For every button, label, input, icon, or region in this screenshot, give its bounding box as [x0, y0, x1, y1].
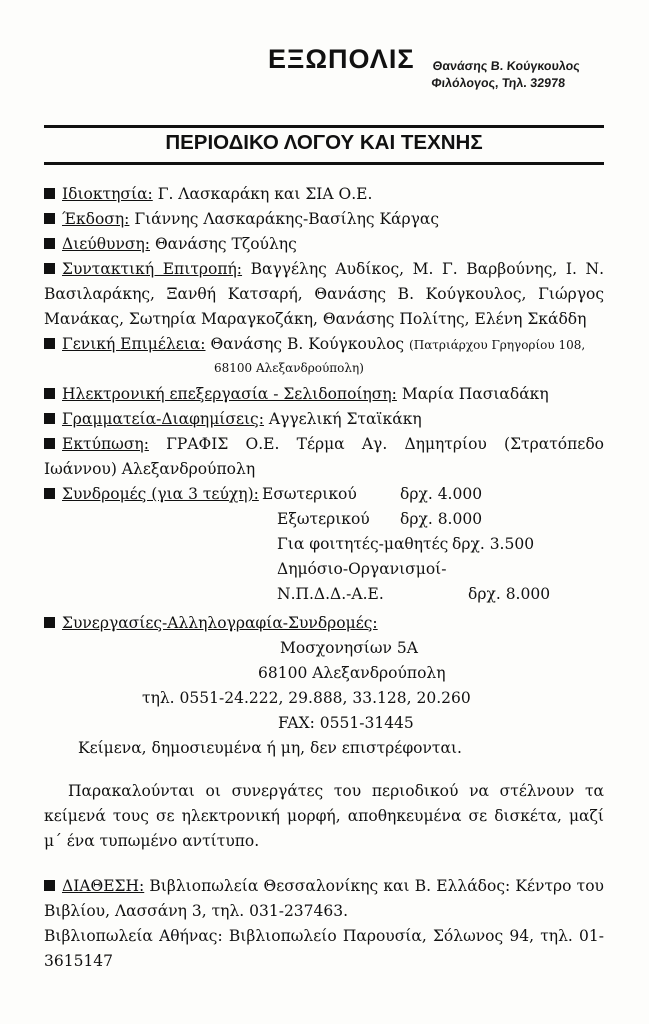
subscriptions-heading: [44, 482, 259, 507]
committee-label: Συντακτική Επιτροπή:: [62, 260, 243, 278]
layout-label: Ηλεκτρονική επεξεργασία - Σελιδοποίηση:: [62, 385, 397, 403]
director-label: Διεύθυνση:: [62, 235, 150, 253]
publisher-value: Γιάννης Λασκαράκης-Βασίλης Κάργας: [134, 210, 440, 228]
contact-city: 68100 Αλεξανδρούπολη: [258, 664, 446, 682]
top-rule: [44, 125, 604, 128]
subscriptions-label: Συνδρομές (για 3 τεύχη):: [62, 485, 259, 503]
director-value: Θανάσης Τζούλης: [154, 235, 297, 253]
editing-label: Γενική Επιμέλεια:: [62, 335, 206, 353]
sub-name-abroad: Εξωτερικού: [277, 510, 370, 528]
ads-entry: [44, 407, 604, 432]
ads-label: Γραμματεία-Διαφημίσεις:: [62, 410, 264, 428]
bullet-square-icon: [44, 338, 55, 349]
ads-value: Αγγελική Σταϊκάκη: [268, 410, 422, 428]
ownership-value: Γ. Λασκαράκη και ΣΙΑ Ο.Ε.: [157, 185, 373, 203]
publisher-entry: [44, 207, 604, 232]
bullet-square-icon: [44, 388, 55, 399]
publisher-label: Έκδοση:: [62, 210, 130, 228]
sub-name-npdd: Ν.Π.Δ.Δ.-Α.Ε.: [277, 585, 384, 603]
director-entry: [44, 232, 604, 257]
editing-value: Θανάσης Β. Κούγκουλος: [210, 335, 405, 353]
sub-name-public: Δημόσιο-Οργανισμοί-: [277, 560, 447, 578]
distribution-athens: Βιβλιοπωλεία Αθήνας: Βιβλιοπωλείο Παρουσία, Σόλωνος 94, τηλ. 01-3615147: [44, 927, 604, 970]
layout-value: Μαρία Πασιαδάκη: [401, 385, 549, 403]
ownership-label: Ιδιοκτησία:: [62, 185, 153, 203]
bullet-square-icon: [44, 438, 55, 449]
sub-price-npdd: δρχ. 8.000: [468, 585, 551, 603]
ownership-entry: [44, 182, 604, 207]
magazine-subtitle: ΠΕΡΙΟΔΙΚΟ ΛΟΓΟΥ ΚΑΙ ΤΕΧΝΗΣ: [165, 131, 483, 154]
bullet-square-icon: [44, 617, 55, 628]
sub-name-students: Για φοιτητές-μαθητές: [277, 535, 449, 553]
bottom-rule: [44, 162, 604, 165]
bullet-square-icon: [44, 880, 55, 891]
subscriptions-block: [44, 482, 604, 607]
bullet-square-icon: [44, 238, 55, 249]
stamp-name: Θανάσης Β. Κούγκουλος: [432, 59, 581, 73]
distribution-north: [44, 874, 604, 924]
print-label: Εκτύπωση:: [62, 435, 149, 453]
editing-entry: [44, 332, 604, 358]
sub-name-domestic: Εσωτερικού: [262, 485, 357, 503]
editing-address-line2: 68100 Αλεξανδρούπολη): [214, 361, 364, 375]
layout-entry: [44, 382, 604, 407]
print-entry: [44, 432, 604, 482]
submission-request: Παρακαλούνται οι συνεργάτες του περιοδικού να στέλνουν τα κείμενά τους σε ηλεκτρονική μορφή, αποθηκευμένα σε δισκέτα, μαζί μ΄ ένα τυπωμένο αντίτυπο.: [44, 782, 604, 850]
committee-entry: [44, 257, 604, 332]
sub-price-students: δρχ. 3.500: [452, 535, 535, 553]
contact-phones: τηλ. 0551-24.222, 29.888, 33.128, 20.260: [142, 689, 471, 707]
magazine-title: ΕΞΩΠΟΛΙΣ: [268, 44, 415, 74]
contact-fax: FAX: 0551-31445: [278, 714, 414, 732]
distribution-label: ΔΙΑΘΕΣΗ:: [62, 877, 145, 895]
sub-price-abroad: δρχ. 8.000: [400, 510, 483, 528]
contact-heading: [44, 611, 604, 636]
committee-value: Βαγγέλης Αυδίκος, Μ. Γ. Βαρβούνης, Ι. Ν. Βασιλαράκης, Ξανθή Κατσαρή, Θανάσης Β. Κούγκουλος, Γιώργος Μανάκας, Σωτηρία Μαραγκοζάκη, Θανάσης Πολίτης, Ελένη Σκάδδη: [44, 260, 604, 328]
bullet-square-icon: [44, 263, 55, 274]
print-value: ΓΡΑΦΙΣ Ο.Ε. Τέρμα Αγ. Δημητρίου (Στρατόπεδο Ιωάννου) Αλεξανδρούπολη: [44, 435, 604, 478]
bullet-square-icon: [44, 488, 55, 499]
bullet-square-icon: [44, 188, 55, 199]
stamp-phone: Φιλόλογος, Τηλ. 32978: [430, 76, 566, 90]
contact-note: Κείμενα, δημοσιευμένα ή μη, δεν επιστρέφονται.: [78, 739, 462, 757]
owner-stamp: [431, 58, 593, 92]
bullet-square-icon: [44, 213, 55, 224]
sub-price-domestic: δρχ. 4.000: [400, 485, 483, 503]
contact-label: Συνεργασίες-Αλληλογραφία-Συνδρομές:: [62, 614, 378, 632]
editing-address-line1: (Πατριάρχου Γρηγορίου 108,: [409, 338, 586, 352]
colophon: [44, 182, 604, 974]
bullet-square-icon: [44, 413, 55, 424]
contact-street: Μοσχονησίων 5Α: [280, 639, 418, 657]
distribution-north-text: Βιβλιοπωλεία Θεσσαλονίκης και Β. Ελλάδος: Κέντρο του Βιβλίου, Λασσάνη 3, τηλ. 031-237463.: [44, 877, 604, 920]
